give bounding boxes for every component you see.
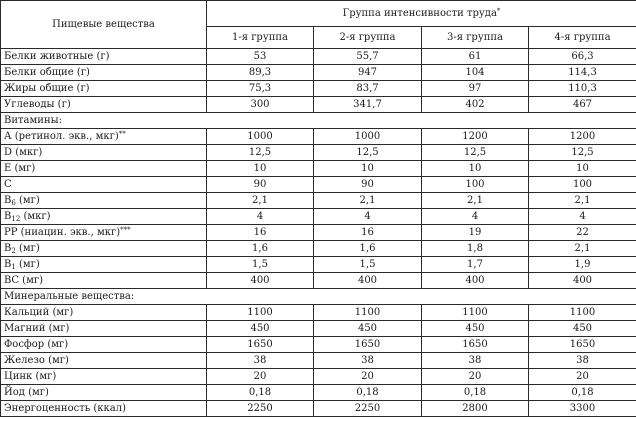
value-cell-group-2: 1650 [314, 337, 422, 353]
nutrient-label [1, 145, 207, 161]
value-cell-group-2: 16 [314, 225, 422, 241]
group-header [207, 1, 636, 27]
nutrient-label [1, 65, 207, 81]
value-cell-group-3: 1650 [422, 337, 529, 353]
nutrient-label [1, 257, 207, 273]
nutrient-name: Жиры общие (г) [4, 82, 90, 94]
value-cell-group-1: 20 [207, 369, 314, 385]
value-cell-group-1: 450 [207, 321, 314, 337]
value-cell-group-4: 1200 [529, 129, 636, 145]
table-row [1, 209, 636, 225]
value-cell-group-3: 97 [422, 81, 529, 97]
nutrient-name: Йод (мг) [4, 386, 49, 398]
footnote-mark: *** [120, 225, 131, 234]
value-cell-group-3: 2,1 [422, 193, 529, 209]
value-cell-group-4: 450 [529, 321, 636, 337]
value-cell-group-1: 90 [207, 177, 314, 193]
table-row [1, 353, 636, 369]
nutrient-unit: (мкг) [20, 210, 51, 222]
nutrient-label [1, 273, 207, 289]
table-row [1, 97, 636, 113]
value-cell-group-2: 20 [314, 369, 422, 385]
value-cell-group-3: 1,7 [422, 257, 529, 273]
nutrient-name: B [4, 210, 12, 222]
table-row [1, 305, 636, 321]
column-header-4: 4-я группа [529, 27, 636, 49]
value-cell-group-1: 10 [207, 161, 314, 177]
table-body [1, 49, 636, 417]
value-cell-group-1: 4 [207, 209, 314, 225]
section-label: Витамины: [1, 113, 636, 129]
nutrient-subscript: 1 [11, 262, 16, 271]
nutrient-label [1, 337, 207, 353]
nutrient-name: Фосфор (мг) [4, 338, 69, 350]
value-cell-group-1: 12,5 [207, 145, 314, 161]
value-cell-group-2: 10 [314, 161, 422, 177]
value-cell-group-3: 104 [422, 65, 529, 81]
nutrient-label [1, 129, 207, 145]
value-cell-group-1: 2,1 [207, 193, 314, 209]
value-cell-group-1: 75,3 [207, 81, 314, 97]
nutrient-name: Энергоценность (ккал) [4, 402, 126, 414]
value-cell-group-1: 89,3 [207, 65, 314, 81]
value-cell-group-2: 1,5 [314, 257, 422, 273]
nutrient-name: Углеводы (г) [4, 98, 71, 110]
column-header-1: 1-я группа [207, 27, 314, 49]
value-cell-group-2: 341,7 [314, 97, 422, 113]
table-row [1, 385, 636, 401]
table-row [1, 145, 636, 161]
nutrient-subscript: 2 [11, 246, 16, 255]
nutrient-name: Белки животные (г) [4, 50, 110, 62]
value-cell-group-3: 0,18 [422, 385, 529, 401]
value-cell-group-3: 38 [422, 353, 529, 369]
value-cell-group-1: 1100 [207, 305, 314, 321]
value-cell-group-1: 2250 [207, 401, 314, 417]
value-cell-group-4: 100 [529, 177, 636, 193]
nutrient-name: D (мкг) [4, 146, 43, 158]
value-cell-group-4: 2,1 [529, 193, 636, 209]
value-cell-group-3: 4 [422, 209, 529, 225]
value-cell-group-4: 1100 [529, 305, 636, 321]
nutrient-name: С [4, 178, 12, 190]
table-row [1, 81, 636, 97]
nutrient-unit: (мг) [15, 242, 40, 254]
nutrient-label [1, 321, 207, 337]
nutrient-label [1, 49, 207, 65]
value-cell-group-4: 38 [529, 353, 636, 369]
value-cell-group-2: 0,18 [314, 385, 422, 401]
table-row [1, 49, 636, 65]
value-cell-group-1: 1,6 [207, 241, 314, 257]
value-cell-group-3: 10 [422, 161, 529, 177]
nutrient-name: B [4, 242, 12, 254]
table-row [1, 241, 636, 257]
nutrient-subscript: 12 [11, 214, 21, 223]
value-cell-group-4: 3300 [529, 401, 636, 417]
value-cell-group-1: 300 [207, 97, 314, 113]
nutrient-name: ВС (мг) [4, 274, 43, 286]
value-cell-group-1: 0,18 [207, 385, 314, 401]
value-cell-group-4: 1650 [529, 337, 636, 353]
table-row [1, 337, 636, 353]
nutrient-label [1, 305, 207, 321]
section-row [1, 289, 636, 305]
value-cell-group-2: 2,1 [314, 193, 422, 209]
nutrient-label [1, 161, 207, 177]
table-row [1, 193, 636, 209]
value-cell-group-2: 450 [314, 321, 422, 337]
column-header-3: 3-я группа [422, 27, 529, 49]
table-row [1, 129, 636, 145]
nutrient-name: Цинк (мг) [4, 370, 57, 382]
table-row [1, 177, 636, 193]
value-cell-group-2: 947 [314, 65, 422, 81]
nutrient-name: Магний (мг) [4, 322, 70, 334]
value-cell-group-3: 1200 [422, 129, 529, 145]
value-cell-group-4: 0,18 [529, 385, 636, 401]
value-cell-group-3: 1,8 [422, 241, 529, 257]
value-cell-group-1: 16 [207, 225, 314, 241]
nutrient-name: РР (ниацин. экв., мкг) [4, 226, 121, 238]
section-label: Минеральные вещества: [1, 289, 636, 305]
value-cell-group-2: 12,5 [314, 145, 422, 161]
value-cell-group-4: 20 [529, 369, 636, 385]
value-cell-group-2: 4 [314, 209, 422, 225]
table-row [1, 369, 636, 385]
table-row [1, 273, 636, 289]
nutrient-name: B [4, 194, 12, 206]
nutrient-unit: (мг) [15, 194, 40, 206]
nutrient-name: B [4, 258, 12, 270]
section-row [1, 113, 636, 129]
row-header: Пищевые вещества [1, 1, 207, 49]
value-cell-group-4: 467 [529, 97, 636, 113]
value-cell-group-3: 450 [422, 321, 529, 337]
nutrient-label [1, 353, 207, 369]
value-cell-group-2: 38 [314, 353, 422, 369]
value-cell-group-1: 400 [207, 273, 314, 289]
value-cell-group-4: 2,1 [529, 241, 636, 257]
value-cell-group-3: 20 [422, 369, 529, 385]
nutrient-name: Кальций (мг) [4, 306, 74, 318]
nutrient-label [1, 225, 207, 241]
value-cell-group-3: 100 [422, 177, 529, 193]
value-cell-group-3: 400 [422, 273, 529, 289]
value-cell-group-1: 1000 [207, 129, 314, 145]
value-cell-group-2: 400 [314, 273, 422, 289]
nutrient-label [1, 369, 207, 385]
nutrient-name: Е (мг) [4, 162, 36, 174]
value-cell-group-3: 402 [422, 97, 529, 113]
footnote-mark: ** [118, 129, 126, 138]
value-cell-group-2: 1000 [314, 129, 422, 145]
value-cell-group-2: 2250 [314, 401, 422, 417]
value-cell-group-1: 38 [207, 353, 314, 369]
nutrient-subscript: 6 [11, 198, 16, 207]
table-row [1, 401, 636, 417]
group-header-footnote-mark: * [496, 6, 501, 15]
value-cell-group-1: 1,5 [207, 257, 314, 273]
value-cell-group-3: 2800 [422, 401, 529, 417]
nutrient-label [1, 401, 207, 417]
table-row [1, 65, 636, 81]
table-row [1, 321, 636, 337]
nutrient-label [1, 81, 207, 97]
value-cell-group-4: 110,3 [529, 81, 636, 97]
table-row [1, 161, 636, 177]
value-cell-group-4: 1,9 [529, 257, 636, 273]
value-cell-group-4: 66,3 [529, 49, 636, 65]
nutrient-name: Железо (мг) [4, 354, 69, 366]
value-cell-group-2: 55,7 [314, 49, 422, 65]
value-cell-group-2: 90 [314, 177, 422, 193]
value-cell-group-3: 12,5 [422, 145, 529, 161]
value-cell-group-4: 400 [529, 273, 636, 289]
nutrient-label [1, 209, 207, 225]
value-cell-group-4: 4 [529, 209, 636, 225]
nutrient-name: Белки общие (г) [4, 66, 90, 78]
value-cell-group-3: 1100 [422, 305, 529, 321]
value-cell-group-4: 114,3 [529, 65, 636, 81]
nutrient-unit: (мг) [15, 258, 40, 270]
value-cell-group-2: 83,7 [314, 81, 422, 97]
nutrient-label [1, 177, 207, 193]
group-header-label: Группа интенсивности труда [342, 7, 497, 19]
value-cell-group-4: 10 [529, 161, 636, 177]
nutrient-name: А (ретинол. экв., мкг) [4, 130, 119, 142]
table-row [1, 257, 636, 273]
value-cell-group-4: 22 [529, 225, 636, 241]
nutrient-label [1, 385, 207, 401]
value-cell-group-4: 12,5 [529, 145, 636, 161]
table-row [1, 225, 636, 241]
value-cell-group-3: 19 [422, 225, 529, 241]
value-cell-group-1: 53 [207, 49, 314, 65]
nutrient-label [1, 97, 207, 113]
column-header-2: 2-я группа [314, 27, 422, 49]
value-cell-group-2: 1100 [314, 305, 422, 321]
value-cell-group-2: 1,6 [314, 241, 422, 257]
value-cell-group-1: 1650 [207, 337, 314, 353]
nutrient-label [1, 193, 207, 209]
value-cell-group-3: 61 [422, 49, 529, 65]
nutrient-label [1, 241, 207, 257]
